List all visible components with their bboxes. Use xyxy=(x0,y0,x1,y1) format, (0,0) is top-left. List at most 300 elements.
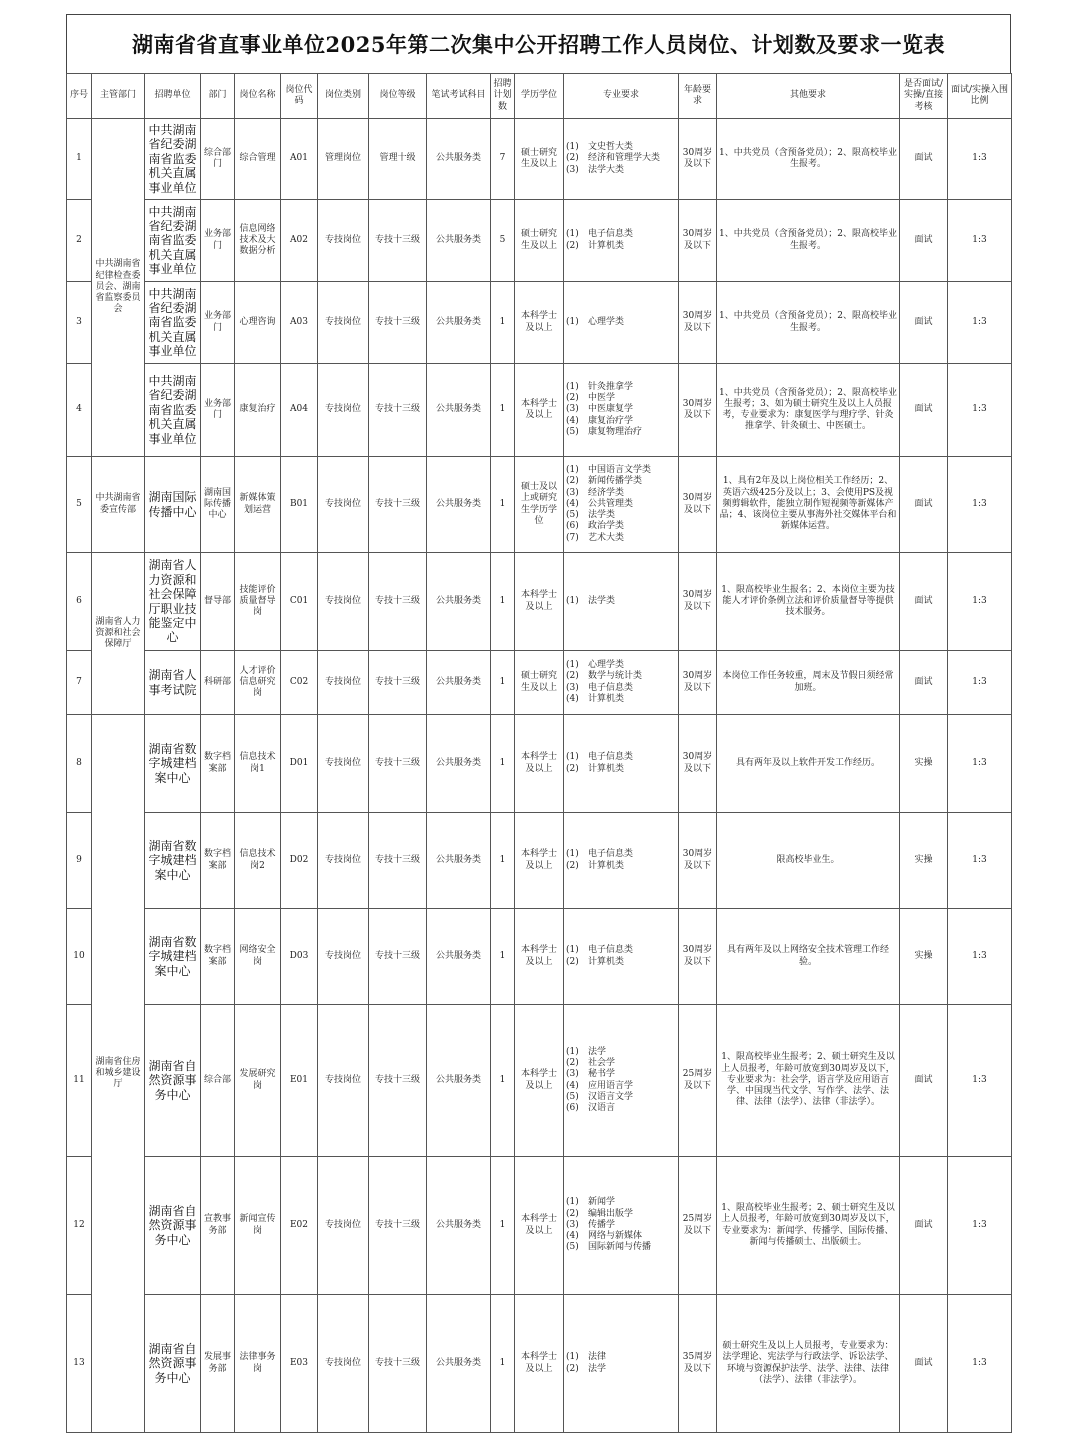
major-name: 康复治疗学 xyxy=(588,415,634,426)
education: 本科学士及以上 xyxy=(515,1005,564,1157)
major-name: 应用语言学 xyxy=(588,1080,634,1091)
age-requirement: 30周岁及以下 xyxy=(679,553,717,651)
major-requirements xyxy=(564,119,679,200)
exam-subject: 公共服务类 xyxy=(427,119,491,200)
row-number: 1 xyxy=(67,119,92,200)
major-requirements xyxy=(564,457,679,553)
row-number: 5 xyxy=(67,457,92,553)
recruiting-unit: 中共湖南省纪委湖南省监委机关直属事业单位 xyxy=(145,200,201,282)
major-item xyxy=(566,1352,676,1363)
recruiting-unit: 中共湖南省纪委湖南省监委机关直属事业单位 xyxy=(145,119,201,200)
major-name: 中医学 xyxy=(588,393,616,404)
major-index: (5) xyxy=(566,510,579,521)
education: 硕士研究生及以上 xyxy=(515,651,564,715)
major-item xyxy=(566,1242,676,1253)
post-code: D01 xyxy=(281,715,318,813)
row-number: 10 xyxy=(67,909,92,1005)
major-index: (5) xyxy=(566,1242,579,1253)
major-name: 网络与新媒体 xyxy=(588,1231,643,1242)
header-cell: 学历学位 xyxy=(515,74,564,119)
major-item xyxy=(566,849,676,860)
education: 本科学士及以上 xyxy=(515,813,564,909)
major-requirements xyxy=(564,282,679,364)
other-requirements: 具有两年及以上网络安全技术管理工作经验。 xyxy=(717,909,900,1005)
header-cell: 年龄要求 xyxy=(679,74,717,119)
major-name: 法学大类 xyxy=(588,164,625,175)
major-name: 心理学类 xyxy=(588,316,625,327)
post-name: 信息技术岗2 xyxy=(235,813,281,909)
post-category: 专技岗位 xyxy=(318,651,369,715)
post-level: 专技十三级 xyxy=(369,651,427,715)
recruiting-unit: 湖南省自然资源事务中心 xyxy=(145,1005,201,1157)
education: 硕士及以上或研究生学历学位 xyxy=(515,457,564,553)
header-cell: 招聘单位 xyxy=(145,74,201,119)
major-index: (6) xyxy=(566,1103,579,1113)
major-name: 传播学 xyxy=(588,1219,616,1230)
department: 业务部门 xyxy=(201,364,235,457)
education: 本科学士及以上 xyxy=(515,364,564,457)
post-category: 专技岗位 xyxy=(318,813,369,909)
row-number: 13 xyxy=(67,1295,92,1433)
department: 数字档案部 xyxy=(201,909,235,1005)
age-requirement: 30周岁及以下 xyxy=(679,282,717,364)
shortlist-ratio: 1:3 xyxy=(948,200,1012,282)
major-name: 中医康复学 xyxy=(588,404,634,415)
other-requirements: 1、中共党员（含预备党员）；2、限高校毕业生报考。 xyxy=(717,200,900,282)
major-index: (1) xyxy=(566,1352,579,1363)
table-row xyxy=(67,457,1012,553)
recruiting-unit: 中共湖南省纪委湖南省监委机关直属事业单位 xyxy=(145,364,201,457)
exam-subject: 公共服务类 xyxy=(427,715,491,813)
major-name: 经济和管理学大类 xyxy=(588,153,661,164)
row-number: 12 xyxy=(67,1157,92,1295)
recruiting-unit: 湖南省数字城建档案中心 xyxy=(145,813,201,909)
major-index: (3) xyxy=(566,682,579,693)
post-level: 专技十三级 xyxy=(369,1005,427,1157)
post-level: 专技十三级 xyxy=(369,1157,427,1295)
education: 本科学士及以上 xyxy=(515,1157,564,1295)
major-item xyxy=(566,533,676,544)
major-name: 新闻学 xyxy=(588,1197,616,1208)
recruiting-unit: 湖南省自然资源事务中心 xyxy=(145,1295,201,1433)
major-name: 法律 xyxy=(588,1352,607,1363)
plan-count: 1 xyxy=(491,553,515,651)
education: 硕士研究生及以上 xyxy=(515,119,564,200)
major-index: (1) xyxy=(566,660,579,670)
recruiting-unit: 中共湖南省纪委湖南省监委机关直属事业单位 xyxy=(145,282,201,364)
department-group: 中共湖南省纪律检查委员会、湖南省监察委员会 xyxy=(92,119,145,457)
major-item xyxy=(566,427,676,438)
major-item xyxy=(566,764,676,775)
shortlist-ratio: 1:3 xyxy=(948,813,1012,909)
header-cell: 面试/实操入围比例 xyxy=(948,74,1012,119)
major-name: 电子信息类 xyxy=(588,849,634,860)
page-title: 湖南省省直事业单位2025年第二次集中公开招聘工作人员岗位、计划数及要求一览表 xyxy=(66,14,1011,73)
table-row xyxy=(67,813,1012,909)
major-name: 经济学类 xyxy=(588,487,625,498)
major-index: (2) xyxy=(566,956,579,967)
major-name: 电子信息类 xyxy=(588,229,634,240)
exam-subject: 公共服务类 xyxy=(427,1295,491,1433)
row-number: 2 xyxy=(67,200,92,282)
assessment-type: 实操 xyxy=(900,909,948,1005)
major-index: (5) xyxy=(566,426,579,437)
table-row xyxy=(67,715,1012,813)
major-item xyxy=(566,393,676,404)
major-index: (3) xyxy=(566,487,579,498)
exam-subject: 公共服务类 xyxy=(427,1157,491,1295)
department: 湖南国际传播中心 xyxy=(201,457,235,553)
major-name: 计算机类 xyxy=(588,860,625,871)
major-name: 法学 xyxy=(588,1363,607,1374)
exam-subject: 公共服务类 xyxy=(427,364,491,457)
assessment-type: 面试 xyxy=(900,119,948,200)
post-code: E03 xyxy=(281,1295,318,1433)
major-requirements xyxy=(564,813,679,909)
major-item xyxy=(566,416,676,427)
major-index: (1) xyxy=(566,229,579,240)
table-row xyxy=(67,553,1012,651)
plan-count: 1 xyxy=(491,715,515,813)
major-requirements xyxy=(564,1295,679,1433)
post-code: E01 xyxy=(281,1005,318,1157)
table-row xyxy=(67,1005,1012,1157)
major-index: (5) xyxy=(566,1091,579,1102)
assessment-type: 实操 xyxy=(900,813,948,909)
major-item xyxy=(566,488,676,499)
department: 督导部 xyxy=(201,553,235,651)
post-name: 信息网络技术及大数据分析 xyxy=(235,200,281,282)
plan-count: 1 xyxy=(491,1157,515,1295)
plan-count: 1 xyxy=(491,364,515,457)
table-row xyxy=(67,1157,1012,1295)
age-requirement: 25周岁及以下 xyxy=(679,1005,717,1157)
major-requirements xyxy=(564,1157,679,1295)
exam-subject: 公共服务类 xyxy=(427,651,491,715)
major-name: 新闻传播学类 xyxy=(588,476,643,487)
major-index: (3) xyxy=(566,164,579,175)
major-name: 政治学类 xyxy=(588,521,625,532)
recruitment-sheet xyxy=(66,14,1011,1433)
major-name: 康复物理治疗 xyxy=(588,426,643,437)
header-cell: 笔试考试科目 xyxy=(427,74,491,119)
major-index: (2) xyxy=(566,153,579,164)
plan-count: 7 xyxy=(491,119,515,200)
post-level: 专技十三级 xyxy=(369,909,427,1005)
major-name: 法学类 xyxy=(588,510,616,521)
post-code: A02 xyxy=(281,200,318,282)
major-requirements xyxy=(564,1005,679,1157)
header-cell: 招聘计划数 xyxy=(491,74,515,119)
post-name: 人才评价信息研究岗 xyxy=(235,651,281,715)
exam-subject: 公共服务类 xyxy=(427,282,491,364)
major-index: (2) xyxy=(566,1208,579,1219)
major-index: (1) xyxy=(566,1197,579,1208)
major-index: (3) xyxy=(566,404,579,415)
major-item xyxy=(566,957,676,968)
major-item xyxy=(566,945,676,956)
recruiting-unit: 湖南省人事考试院 xyxy=(145,651,201,715)
age-requirement: 25周岁及以下 xyxy=(679,1157,717,1295)
exam-subject: 公共服务类 xyxy=(427,909,491,1005)
major-requirements xyxy=(564,553,679,651)
major-index: (4) xyxy=(566,1080,579,1091)
shortlist-ratio: 1:3 xyxy=(948,909,1012,1005)
other-requirements: 1、限高校毕业生报考；2、硕士研究生及以上人员报考，年龄可放宽到30周岁及以下，专业要求为：社会学，语言学及应用语言学、中国现当代文学、写作学、法学、法律、法律（法学）、法律（非法学）。 xyxy=(717,1005,900,1157)
other-requirements: 1、中共党员（含预备党员）；2、限高校毕业生报考。 xyxy=(717,119,900,200)
post-category: 专技岗位 xyxy=(318,364,369,457)
major-item xyxy=(566,404,676,415)
plan-count: 1 xyxy=(491,651,515,715)
table-row xyxy=(67,119,1012,200)
major-index: (1) xyxy=(566,945,579,956)
post-category: 专技岗位 xyxy=(318,282,369,364)
major-item xyxy=(566,499,676,510)
education: 硕士研究生及以上 xyxy=(515,200,564,282)
post-code: C02 xyxy=(281,651,318,715)
age-requirement: 30周岁及以下 xyxy=(679,200,717,282)
department-group: 湖南省人力资源和社会保障厅 xyxy=(92,553,145,715)
post-name: 综合管理 xyxy=(235,119,281,200)
post-name: 技能评价质量督导岗 xyxy=(235,553,281,651)
major-requirements xyxy=(564,364,679,457)
major-name: 艺术大类 xyxy=(588,532,625,543)
major-item xyxy=(566,1103,676,1114)
shortlist-ratio: 1:3 xyxy=(948,553,1012,651)
major-name: 国际新闻与传播 xyxy=(588,1242,652,1253)
major-index: (2) xyxy=(566,1363,579,1374)
major-index: (1) xyxy=(566,595,579,606)
header-cell: 序号 xyxy=(67,74,92,119)
assessment-type: 面试 xyxy=(900,553,948,651)
row-number: 3 xyxy=(67,282,92,364)
age-requirement: 30周岁及以下 xyxy=(679,457,717,553)
post-code: D02 xyxy=(281,813,318,909)
department: 业务部门 xyxy=(201,200,235,282)
major-index: (4) xyxy=(566,415,579,426)
assessment-type: 面试 xyxy=(900,200,948,282)
major-name: 针灸推拿学 xyxy=(588,381,634,392)
assessment-type: 面试 xyxy=(900,1295,948,1433)
post-code: C01 xyxy=(281,553,318,651)
plan-count: 5 xyxy=(491,200,515,282)
post-code: B01 xyxy=(281,457,318,553)
post-level: 管理十级 xyxy=(369,119,427,200)
post-name: 新闻宣传岗 xyxy=(235,1157,281,1295)
other-requirements: 本岗位工作任务较重，周末及节假日须经常加班。 xyxy=(717,651,900,715)
plan-count: 1 xyxy=(491,457,515,553)
assessment-type: 面试 xyxy=(900,1005,948,1157)
post-code: A01 xyxy=(281,119,318,200)
other-requirements: 限高校毕业生。 xyxy=(717,813,900,909)
other-requirements: 具有两年及以上软件开发工作经历。 xyxy=(717,715,900,813)
table-body xyxy=(67,119,1012,1433)
recruiting-unit: 湖南国际传播中心 xyxy=(145,457,201,553)
recruiting-unit: 湖南省数字城建档案中心 xyxy=(145,715,201,813)
age-requirement: 35周岁及以下 xyxy=(679,1295,717,1433)
table-row xyxy=(67,651,1012,715)
major-name: 计算机类 xyxy=(588,763,625,774)
row-number: 8 xyxy=(67,715,92,813)
post-code: A03 xyxy=(281,282,318,364)
major-name: 电子信息类 xyxy=(588,682,634,693)
recruiting-unit: 湖南省数字城建档案中心 xyxy=(145,909,201,1005)
department-group: 湖南省住房和城乡建设厅 xyxy=(92,715,145,1433)
major-item xyxy=(566,694,676,705)
assessment-type: 实操 xyxy=(900,715,948,813)
assessment-type: 面试 xyxy=(900,364,948,457)
major-item xyxy=(566,1092,676,1103)
row-number: 4 xyxy=(67,364,92,457)
post-level: 专技十三级 xyxy=(369,457,427,553)
department: 综合部 xyxy=(201,1005,235,1157)
header-cell: 岗位名称 xyxy=(235,74,281,119)
post-name: 新媒体策划运营 xyxy=(235,457,281,553)
department: 发展事务部 xyxy=(201,1295,235,1433)
header-cell: 部门 xyxy=(201,74,235,119)
major-name: 计算机类 xyxy=(588,956,625,967)
row-number: 9 xyxy=(67,813,92,909)
plan-count: 1 xyxy=(491,813,515,909)
department: 数字档案部 xyxy=(201,715,235,813)
shortlist-ratio: 1:3 xyxy=(948,1157,1012,1295)
age-requirement: 30周岁及以下 xyxy=(679,715,717,813)
plan-count: 1 xyxy=(491,1005,515,1157)
shortlist-ratio: 1:3 xyxy=(948,364,1012,457)
exam-subject: 公共服务类 xyxy=(427,553,491,651)
shortlist-ratio: 1:3 xyxy=(948,119,1012,200)
plan-count: 1 xyxy=(491,1295,515,1433)
shortlist-ratio: 1:3 xyxy=(948,715,1012,813)
major-item xyxy=(566,1069,676,1080)
major-requirements xyxy=(564,715,679,813)
post-name: 法律事务岗 xyxy=(235,1295,281,1433)
age-requirement: 30周岁及以下 xyxy=(679,909,717,1005)
major-item xyxy=(566,683,676,694)
shortlist-ratio: 1:3 xyxy=(948,1295,1012,1433)
major-name: 社会学 xyxy=(588,1058,616,1068)
age-requirement: 30周岁及以下 xyxy=(679,813,717,909)
department: 数字档案部 xyxy=(201,813,235,909)
table-row xyxy=(67,282,1012,364)
major-index: (1) xyxy=(566,1046,579,1057)
post-code: E02 xyxy=(281,1157,318,1295)
post-category: 专技岗位 xyxy=(318,1295,369,1433)
education: 本科学士及以上 xyxy=(515,715,564,813)
major-index: (6) xyxy=(566,521,579,532)
assessment-type: 面试 xyxy=(900,651,948,715)
major-index: (7) xyxy=(566,532,579,543)
department: 科研部 xyxy=(201,651,235,715)
exam-subject: 公共服务类 xyxy=(427,457,491,553)
post-category: 专技岗位 xyxy=(318,200,369,282)
major-item xyxy=(566,229,676,240)
major-index: (2) xyxy=(566,240,579,251)
major-name: 心理学类 xyxy=(588,660,625,670)
major-item xyxy=(566,1047,676,1058)
header-cell: 岗位类别 xyxy=(318,74,369,119)
post-name: 心理咨询 xyxy=(235,282,281,364)
header-cell: 岗位等级 xyxy=(369,74,427,119)
post-level: 专技十三级 xyxy=(369,813,427,909)
major-index: (2) xyxy=(566,476,579,487)
major-item xyxy=(566,165,676,176)
education: 本科学士及以上 xyxy=(515,282,564,364)
header-cell: 是否面试/实操/直接考核 xyxy=(900,74,948,119)
major-index: (1) xyxy=(566,381,579,392)
major-index: (1) xyxy=(566,849,579,860)
major-index: (1) xyxy=(566,752,579,763)
exam-subject: 公共服务类 xyxy=(427,813,491,909)
major-item xyxy=(566,317,676,328)
major-item xyxy=(566,142,676,153)
major-index: (3) xyxy=(566,1219,579,1230)
major-index: (2) xyxy=(566,1058,579,1068)
post-level: 专技十三级 xyxy=(369,553,427,651)
post-category: 专技岗位 xyxy=(318,715,369,813)
plan-count: 1 xyxy=(491,282,515,364)
major-index: (1) xyxy=(566,316,579,327)
education: 本科学士及以上 xyxy=(515,1295,564,1433)
post-code: D03 xyxy=(281,909,318,1005)
post-category: 管理岗位 xyxy=(318,119,369,200)
post-level: 专技十三级 xyxy=(369,364,427,457)
shortlist-ratio: 1:3 xyxy=(948,457,1012,553)
recruitment-table xyxy=(66,73,1012,1433)
department: 业务部门 xyxy=(201,282,235,364)
exam-subject: 公共服务类 xyxy=(427,1005,491,1157)
post-level: 专技十三级 xyxy=(369,282,427,364)
recruiting-unit: 湖南省人力资源和社会保障厅职业技能鉴定中心 xyxy=(145,553,201,651)
major-item xyxy=(566,510,676,521)
major-requirements xyxy=(564,200,679,282)
major-item xyxy=(566,1364,676,1375)
major-item xyxy=(566,1197,676,1208)
major-item xyxy=(566,521,676,532)
plan-count: 1 xyxy=(491,909,515,1005)
department: 综合部门 xyxy=(201,119,235,200)
major-name: 数学与统计类 xyxy=(588,671,643,682)
header-cell: 主管部门 xyxy=(92,74,145,119)
department-group: 中共湖南省委宣传部 xyxy=(92,457,145,553)
education: 本科学士及以上 xyxy=(515,909,564,1005)
major-name: 汉语言 xyxy=(588,1103,616,1113)
major-name: 文史哲大类 xyxy=(588,142,634,153)
table-row xyxy=(67,909,1012,1005)
major-index: (1) xyxy=(566,142,579,153)
major-item xyxy=(566,153,676,164)
shortlist-ratio: 1:3 xyxy=(948,282,1012,364)
header-cell: 岗位代码 xyxy=(281,74,318,119)
post-name: 发展研究岗 xyxy=(235,1005,281,1157)
row-number: 7 xyxy=(67,651,92,715)
major-index: (1) xyxy=(566,465,579,476)
other-requirements: 1、限高校毕业生报考；2、硕士研究生及以上人员报考，年龄可放宽到30周岁及以下，专业要求为：新闻学、传播学、国际传播、新闻与传播硕士、出版硕士。 xyxy=(717,1157,900,1295)
assessment-type: 面试 xyxy=(900,457,948,553)
major-name: 计算机类 xyxy=(588,693,625,704)
major-index: (2) xyxy=(566,671,579,682)
post-level: 专技十三级 xyxy=(369,200,427,282)
major-index: (2) xyxy=(566,763,579,774)
shortlist-ratio: 1:3 xyxy=(948,651,1012,715)
major-item xyxy=(566,241,676,252)
row-number: 11 xyxy=(67,1005,92,1157)
major-name: 法学类 xyxy=(588,595,616,606)
major-name: 秘书学 xyxy=(588,1069,616,1080)
exam-subject: 公共服务类 xyxy=(427,200,491,282)
header-cell: 其他要求 xyxy=(717,74,900,119)
recruiting-unit: 湖南省自然资源事务中心 xyxy=(145,1157,201,1295)
